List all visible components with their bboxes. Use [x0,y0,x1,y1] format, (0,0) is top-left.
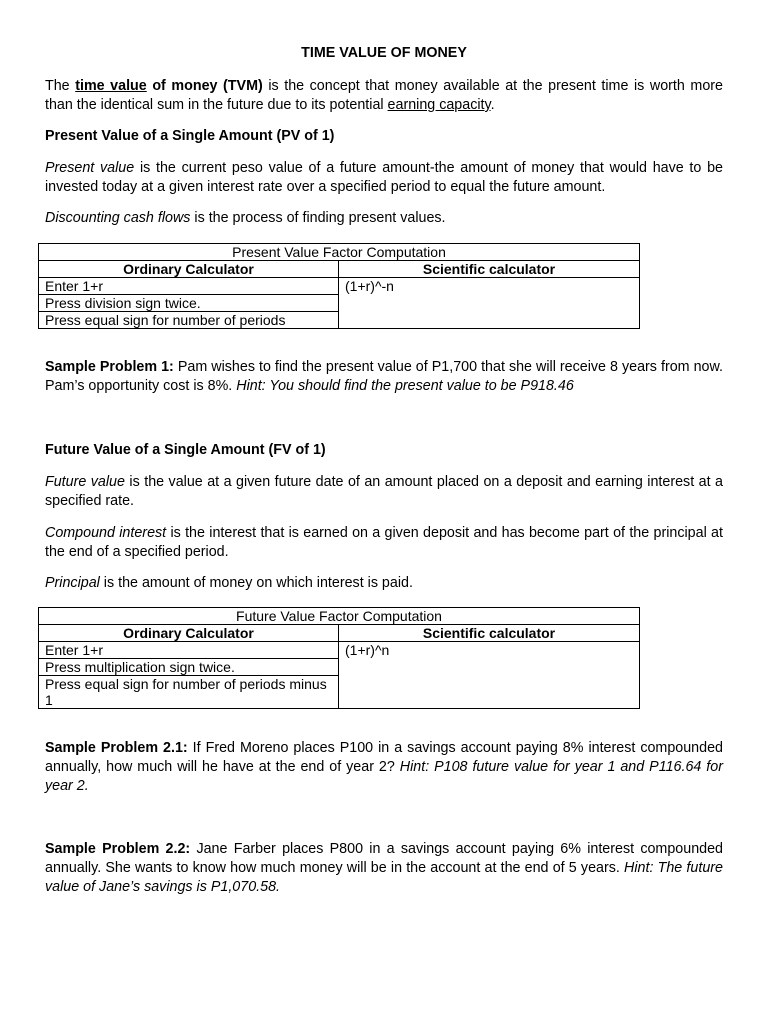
sample-problem-2-2-label: Sample Problem 2.2: [45,841,191,857]
discounting-definition-text: is the process of finding present values. [190,210,446,226]
discounting-definition-term: Discounting cash flows [45,210,191,226]
pv-table-caption: Present Value Factor Computation [39,244,640,261]
pv-section-heading: Present Value of a Single Amount (PV of 1) [45,128,335,144]
fv-definition [45,473,723,511]
fv-definition-term: Future value [45,474,125,490]
sample-problem-2-2-hint: Hint: The future value of Jane’s savings is P1,070.58. [45,860,723,895]
fv-section-heading: Future Value of a Single Amount (FV of 1) [45,442,326,458]
fv-definition-text: is the value at a given future date of an amount placed on a deposit and earning interest at a specified rate. [45,474,723,509]
sample-problem-1-text: Pam wishes to find the present value of P1,700 that she will receive 8 years from now. Pam’s opportunity cost is 8%. [45,359,723,394]
pv-table-formula: (1+r)^-n [339,278,640,329]
pv-table-step: Press equal sign for number of periods [39,312,339,329]
fv-table-header-ordinary: Ordinary Calculator [39,625,339,642]
sample-problem-2-1-hint: Hint: P108 future value for year 1 and P116.64 for year 2. [45,759,723,794]
sample-problem-1 [45,358,723,396]
pv-table-step: Press division sign twice. [39,295,339,312]
fv-table-step: Press multiplication sign twice. [39,659,339,676]
principal-definition [45,574,723,593]
sample-problem-1-label: Sample Problem 1: [45,359,174,375]
fv-table-step: Press equal sign for number of periods minus 1 [39,676,339,709]
intro-text-1: The [45,78,76,94]
discounting-definition [45,209,723,228]
pv-table-header-ordinary: Ordinary Calculator [39,261,339,278]
fv-factor-table [38,607,640,709]
sample-problem-2-1-text: If Fred Moreno places P100 in a savings account paying 8% interest compounded annually, how much will he have at the end of year 2? [45,740,723,775]
compound-interest-text: is the interest that is earned on a given deposit and has become part of the principal at the end of a specified period. [45,525,723,560]
pv-factor-table [38,243,640,329]
pv-table-header-scientific: Scientific calculator [339,261,640,278]
fv-table-header-scientific: Scientific calculator [339,625,640,642]
intro-paragraph [45,77,723,115]
sample-problem-2-1-label: Sample Problem 2.1: [45,740,188,756]
pv-table-step: Enter 1+r [39,278,339,295]
principal-text: is the amount of money on which interest is paid. [99,575,413,591]
principal-term: Principal [45,575,100,591]
page-title: TIME VALUE OF MONEY [301,45,467,61]
sample-problem-2-2 [45,840,723,897]
compound-interest-term: Compound interest [45,525,167,541]
fv-table-formula: (1+r)^n [339,642,640,709]
sample-problem-2-2-text: Jane Farber places P800 in a savings account paying 6% interest compounded annually. She wants to know how much money will be in the account at the end of 5 years. [45,841,724,876]
sample-problem-2-1 [45,739,723,796]
pv-definition-text: is the current peso value of a future amount-the amount of money that would have to be invested today at a given interest rate over a specified period to equal the future amount. [45,160,724,195]
intro-text-2: is the concept that money available at the present time is worth more than the identical sum in the future due to its potential [45,78,723,113]
fv-table-step: Enter 1+r [39,642,339,659]
pv-definition [45,159,723,197]
intro-term-time-value: time value [75,78,147,94]
pv-definition-term: Present value [45,160,135,176]
compound-interest-definition [45,524,723,562]
fv-table-caption: Future Value Factor Computation [39,608,640,625]
intro-text-3: . [490,97,495,113]
sample-problem-1-hint: Hint: You should find the present value to be P918.46 [236,378,574,394]
intro-term-earning-capacity: earning capacity [387,97,491,113]
intro-term-tvm: of money (TVM) [146,78,263,94]
